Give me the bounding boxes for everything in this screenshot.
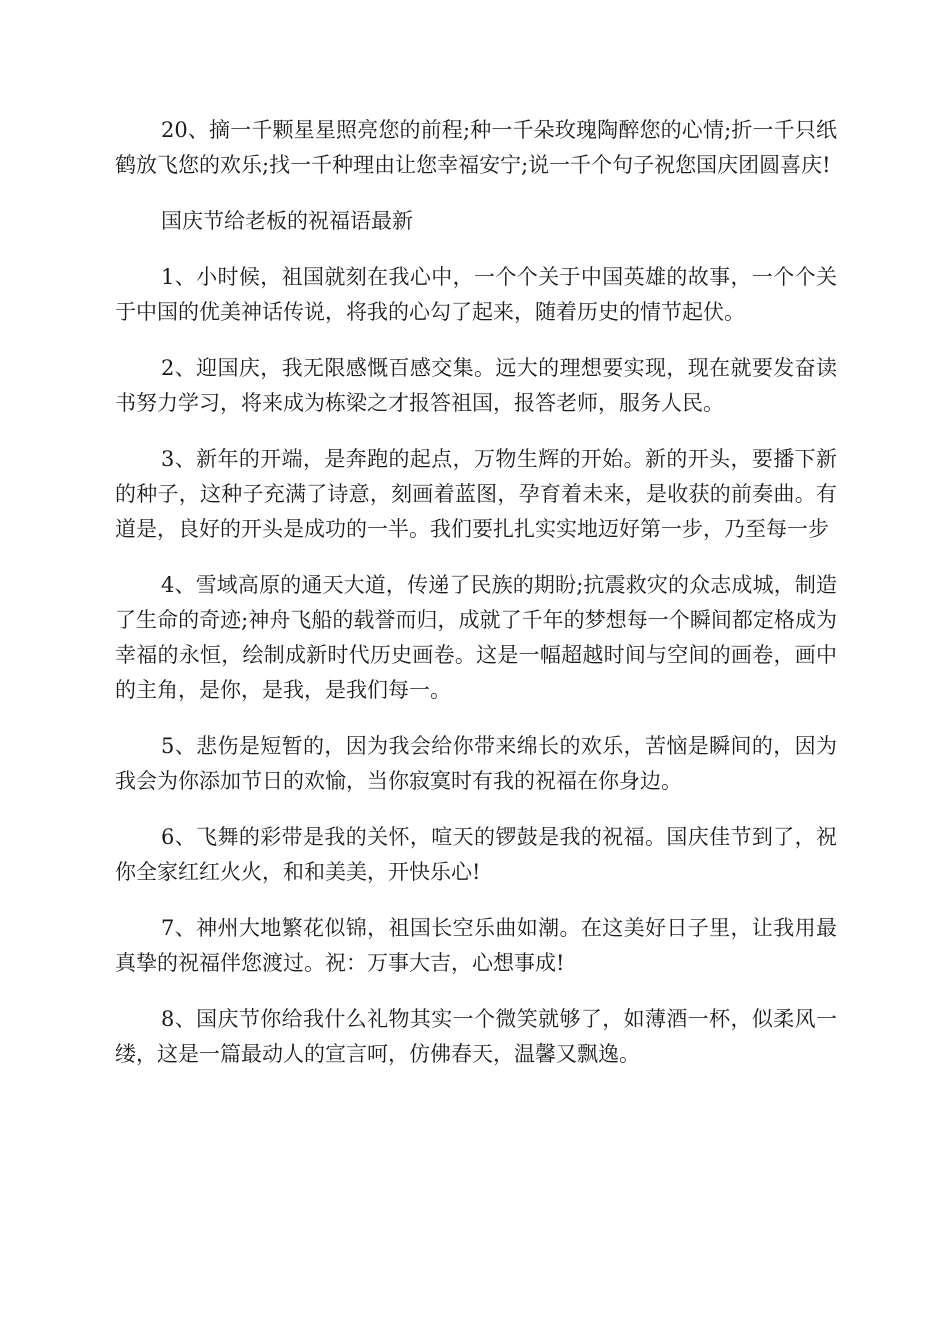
paragraph-7: 7、神州大地繁花似锦，祖国长空乐曲如潮。在这美好日子里，让我用最真挚的祝福伴您渡过。祝：万事大吉，心想事成! xyxy=(115,916,837,975)
paragraph-3: 3、新年的开端，是奔跑的起点，万物生辉的开始。新的开头，要播下新的种子，这种子充满了诗意，刻画着蓝图，孕育着未来，是收获的前奏曲。有道是，良好的开头是成功的一半。我们要扎扎实实地迈好第一步，乃至每一步 xyxy=(115,447,837,541)
paragraph-8: 8、国庆节你给我什么礼物其实一个微笑就够了，如薄酒一杯，似柔风一缕，这是一篇最动人的宣言呵，仿佛春天，温馨又飘逸。 xyxy=(115,1007,837,1066)
paragraph-20: 20、摘一千颗星星照亮您的前程;种一千朵玫瑰陶醉您的心情;折一千只纸鹤放飞您的欢乐;找一千种理由让您幸福安宁;说一千个句子祝您国庆团圆喜庆! xyxy=(115,118,837,177)
document-page xyxy=(115,113,837,1093)
paragraph-2: 2、迎国庆，我无限感慨百感交集。远大的理想要实现，现在就要发奋读书努力学习，将来成为栋梁之才报答祖国，报答老师，服务人民。 xyxy=(115,356,837,415)
section-heading: 国庆节给老板的祝福语最新 xyxy=(161,209,413,233)
paragraph-5: 5、悲伤是短暂的，因为我会给你带来绵长的欢乐，苦恼是瞬间的，因为我会为你添加节日的欢愉，当你寂寞时有我的祝福在你身边。 xyxy=(115,734,837,793)
paragraph-6: 6、飞舞的彩带是我的关怀，喧天的锣鼓是我的祝福。国庆佳节到了，祝你全家红红火火，和和美美，开快乐心! xyxy=(115,825,837,884)
paragraph-1: 1、小时候，祖国就刻在我心中，一个个关于中国英雄的故事，一个个关于中国的优美神话传说，将我的心勾了起来，随着历史的情节起伏。 xyxy=(115,265,837,324)
paragraph-4: 4、雪域高原的通天大道，传递了民族的期盼;抗震救灾的众志成城，制造了生命的奇迹;神舟飞船的载誉而归，成就了千年的梦想每一个瞬间都定格成为幸福的永恒，绘制成新时代历史画卷。这是一幅超越时间与空间的画卷，画中的主角，是你，是我，是我们每一。 xyxy=(115,573,837,702)
